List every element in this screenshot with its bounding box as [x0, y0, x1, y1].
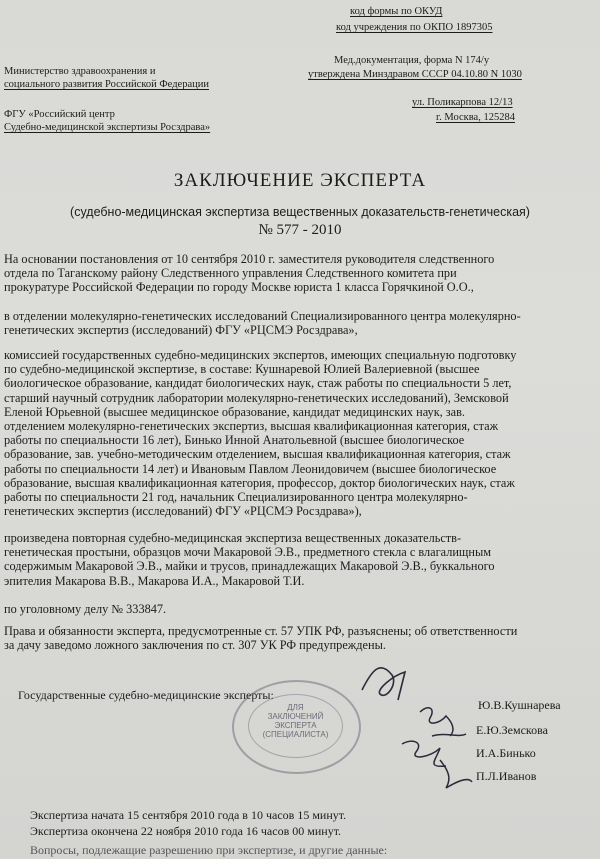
paragraph-line: содержимым Макаровой Э.В., майки и трусов, принадлежащих Макаровой Э.В., буккального	[4, 559, 495, 574]
paragraph-line: генетических экспертиз (исследований) ФГУ «РЦСМЭ Росздрава»,	[4, 323, 358, 338]
fgu-line-2: Судебно-медицинской экспертизы Росздрава»	[4, 122, 211, 133]
paragraph-line: за дачу заведомо ложного заключения по ст. 307 УК РФ предупреждены.	[4, 638, 386, 653]
paragraph-line: комиссией государственных судебно-медицинских экспертов, имеющих специальную подготовку	[4, 348, 517, 362]
expert-name-zemskova: Е.Ю.Земскова	[476, 723, 548, 737]
paragraph-line: На основании постановления от 10 сентября 2010 г. заместителя руководителя следственного	[4, 252, 495, 266]
paragraph-line: Еленой Юрьевной (высшее медицинское образование, кандидат медицинских наук, зав.	[4, 404, 466, 419]
paragraph-line: работы по специальности 16 лет), Бинько Инной Анатольевной (высшее биологическое	[4, 433, 465, 448]
ministry-line-2: социального развития Российской Федерации	[4, 79, 209, 90]
experts-label: Государственные судебно-медицинские эксперты:	[18, 688, 274, 702]
paragraph-line: Права и обязанности эксперта, предусмотренные ст. 57 УПК РФ, разъяснены; об ответственности	[4, 624, 518, 638]
expert-name-binko: И.А.Бинько	[476, 746, 536, 760]
address-street: ул. Поликарпова 12/13	[412, 97, 513, 108]
paragraph-line: отделением молекулярно-генетических экспертиз, высшая квалификационная категория, стаж	[4, 419, 499, 434]
examination-started: Экспертиза начата 15 сентября 2010 года в 10 часов 15 минут.	[30, 808, 347, 822]
paragraph-line: биологическое образование, кандидат биологических наук, стаж работы по специальности 5 лет,	[4, 376, 512, 391]
paragraph-line: в отделении молекулярно-генетических исследований Специализированного центра молекулярно-	[4, 309, 521, 323]
okpo-line: код учреждения по ОКПО 1897305	[336, 22, 493, 33]
paragraph-line: старший научный сотрудник лаборатории молекулярно-генетических исследований), Земсковой	[4, 390, 509, 405]
document-number: № 577 - 2010	[258, 222, 342, 238]
paragraph-line: генетическая простыни, образцов мочи Макаровой Э.В., предметного стекла с влагалищным	[4, 545, 492, 560]
paragraph-line: генетических экспертиз (исследований) ФГУ «РЦСМЭ Росздрава»),	[4, 504, 362, 519]
okud-line: код формы по ОКУД	[350, 6, 443, 17]
paragraph-line: произведена повторная судебно-медицинская экспертиза вещественных доказательств-	[4, 531, 462, 545]
document-subtitle: (судебно-медицинская экспертиза вещественных доказательств-генетическая)	[70, 205, 530, 219]
signature-zemskova	[420, 708, 466, 736]
paragraph-line: эпителия Макарова В.В., Макарова И.А., Макаровой Т.И.	[4, 573, 305, 588]
expert-name-kushnareva: Ю.В.Кушнарева	[478, 698, 561, 712]
paragraph-line: образование, зав. учебно-методическим отделением, высшая квалификационная категория, стаж	[4, 447, 511, 462]
paragraph-line: работы по специальности 21 год, начальник Специализированного центра молекулярно-	[4, 490, 468, 505]
paragraph-line: прокуратуре Российской Федерации по городу Москве юриста 1 класса Горячкиной О.О.,	[4, 280, 474, 295]
fgu-line-1: ФГУ «Российский центр	[4, 109, 115, 120]
signature-ivanov	[440, 760, 472, 788]
paragraph-line: по уголовному делу № 333847.	[4, 602, 167, 616]
stamp-line: (СПЕЦИАЛИСТА)	[262, 730, 329, 739]
document-title: ЗАКЛЮЧЕНИЕ ЭКСПЕРТА	[173, 170, 427, 191]
signature-binko	[402, 741, 446, 766]
med-doc-form: Мед.документация, форма N 174/у	[334, 55, 490, 66]
paragraph-line: работы по специальности 14 лет) и Ивановым Павлом Леонидовичем (высшее биологическое	[4, 461, 497, 476]
stamp-line: ЭКСПЕРТА	[274, 721, 317, 730]
address-city: г. Москва, 125284	[436, 112, 515, 123]
paragraph-line: отдела по Таганскому району Следственного управления Следственного комитета при	[4, 266, 457, 281]
examination-finished: Экспертиза окончена 22 ноября 2010 года 16 часов 00 минут.	[30, 824, 342, 838]
ministry-line-1: Министерство здравоохранения и	[4, 66, 156, 77]
expert-name-ivanov: П.Л.Иванов	[476, 769, 537, 783]
paragraph-line: образование, высшая квалификационная категория, профессор, доктор биологических наук, стаж	[4, 475, 515, 490]
questions-line: Вопросы, подлежащие разрешению при экспертизе, и другие данные:	[30, 843, 388, 857]
stamp-line: ЗАКЛЮЧЕНИЙ	[267, 712, 324, 721]
paragraph-line: по судебно-медицинской экспертизе, в составе: Кушнаревой Юлией Валериевной (высшее	[4, 362, 480, 377]
approved-line: утверждена Минздравом СССР 04.10.80 N 1030	[308, 69, 522, 80]
stamp-line: ДЛЯ	[287, 703, 304, 712]
signature-kushnareva	[362, 668, 405, 700]
